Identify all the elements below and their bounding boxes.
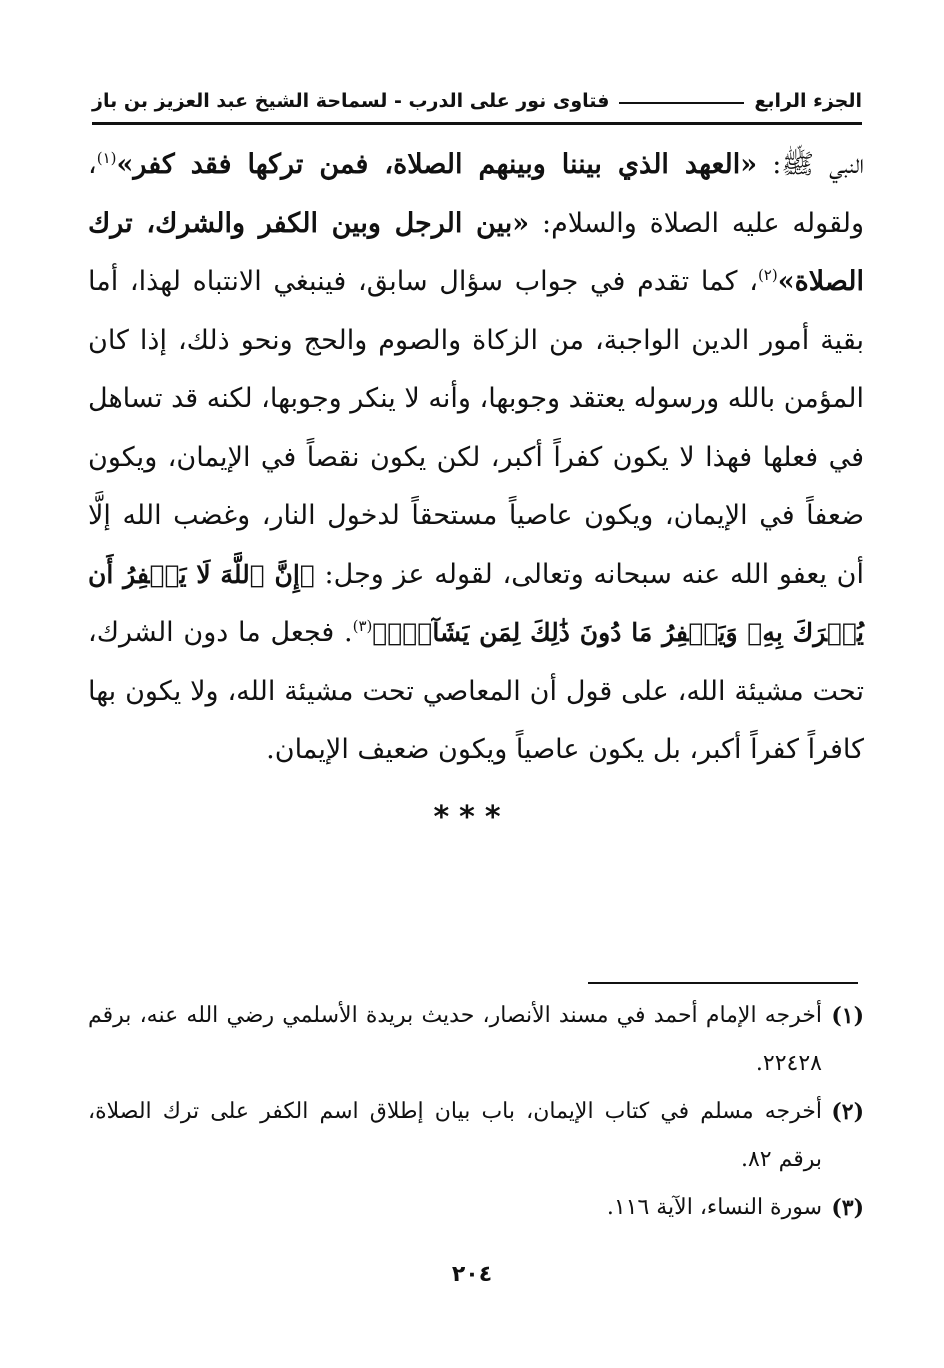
header-dash-rule [619,102,744,104]
footnote-rule [588,982,858,984]
footnote-ref-3: (٣) [352,617,373,635]
footnote-number: (٣) [831,1195,864,1221]
header-part-label: الجزء الرابع [754,90,862,112]
footnotes [88,992,864,1232]
footnote-number: (٢) [831,1099,864,1125]
footnote-item [88,992,864,1088]
header-title: فتاوى نور على الدرب - لسماحة الشيخ عبد العزيز بن باز [92,90,610,112]
text-segment: ، ولقوله عليه الصلاة والسلام: [88,149,864,239]
hadith-quote-2: «بين الرجل وبين الكفر والشرك، ترك الصلاة» [88,207,864,297]
header-underline [92,122,862,125]
page-number: ٢٠٤ [451,1262,493,1287]
footnote-text: أخرجه الإمام أحمد في مسند الأنصار، حديث بريدة الأسلمي رضي الله عنه، برقم ٢٢٤٢٨. [88,1003,822,1076]
quran-verse: ﴿إِنَّ ٱللَّهَ لَا يَغۡفِرُ أَن يُشۡرَكَ بِهِۦ وَيَغۡفِرُ مَا دُونَ ذَٰلِكَ لِمَن يَشَآءُۚ﴾ [88,559,864,647]
text-segment: ، كما تقدم في جواب سؤال سابق، فينبغي الانتباه لهذا، أما بقية أمور الدين الواجبة، من الزكاة والصوم والحج ونحو ذلك، إذا كان المؤمن بالله ورسوله يعتقد وجوبها، وأنه لا ينكر وجوبها، لكنه قد تساهل في فعلها فهذا لا يكون كفراً أكبر، لكن يكون نقصاً في الإيمان، ويكون ضعفاً في الإيمان، ويكون عاصياً مستحقاً لدخول النار، وغضب الله إلَّا أن يعفو الله عنه سبحانه وتعالى، لقوله عز وجل: [88,266,865,590]
main-text [88,136,864,780]
footnote-number: (١) [831,1003,864,1029]
footnote-text: سورة النساء، الآية ١١٦. [606,1195,822,1220]
section-separator: *** [433,800,511,835]
running-header [92,84,862,118]
footnote-ref-1: (١) [96,149,117,167]
footnote-item [88,1184,864,1232]
footnote-text: أخرجه مسلم في كتاب الإيمان، باب بيان إطلاق اسم الكفر على ترك الصلاة، برقم ٨٢. [88,1099,822,1172]
main-paragraph [88,136,864,780]
hadith-quote-1: «العهد الذي بيننا وبينهم الصلاة، فمن تركها فقد كفر» [116,149,758,180]
text-segment: . فجعل ما دون الشرك، تحت مشيئة الله، على قول أن المعاصي تحت مشيئة الله، ولا يكون بها كافراً كفراً أكبر، بل يكون عاصياً ويكون ضعيف الإيمان. [88,617,864,765]
text-segment: النبي ﷺ: [757,149,864,180]
footnote-ref-2: (٢) [757,266,778,284]
footnote-item [88,1088,864,1184]
